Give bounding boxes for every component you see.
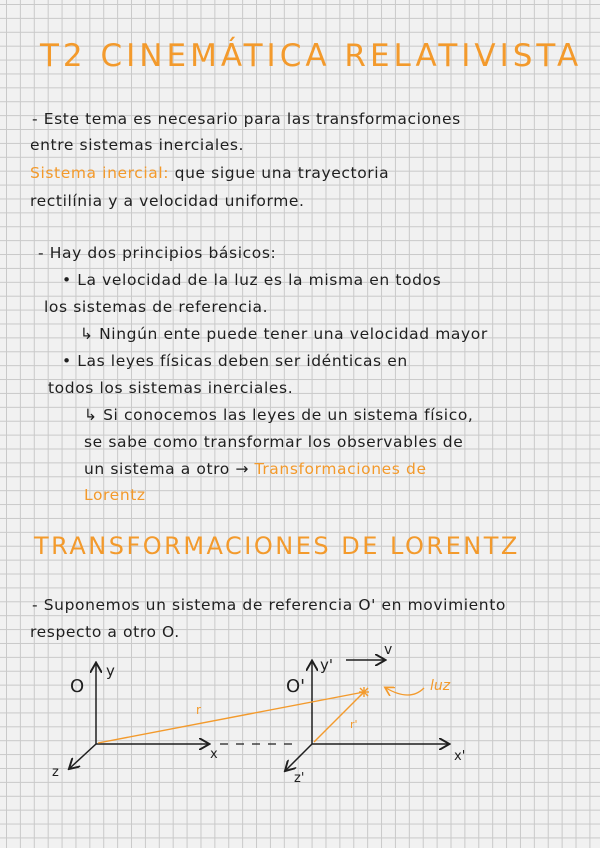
intro-definition-line [30, 164, 389, 182]
light-point-icon [359, 687, 369, 697]
page-title: T2 CINEMÁTICA RELATIVISTA [40, 38, 583, 74]
frame-o-prime-z-label: z' [294, 771, 305, 786]
position-vector-r [98, 692, 364, 743]
inertial-system-term: Sistema inercial: [30, 164, 170, 182]
light-label: luz [430, 678, 451, 694]
vector-r-prime-label: r' [350, 718, 358, 731]
frame-o-prime-x-label: x' [454, 749, 466, 764]
frame-o-prime-y-label: y' [320, 656, 334, 674]
frame-o-prime-z-axis [286, 744, 312, 770]
frame-o-z-axis [70, 744, 96, 768]
lorentz-line-2: respecto a otro O. [30, 623, 180, 641]
frame-o-z-label: z [52, 765, 59, 780]
vector-r-label: r [196, 703, 201, 717]
velocity-label: v [384, 642, 393, 658]
principle-2-consequence-text: un sistema a otro → [84, 460, 249, 478]
light-pointer-arrow [386, 688, 424, 695]
intro-line-2: entre sistemas inerciales. [30, 136, 245, 154]
principle-1-consequence: ↳ Ningún ente puede tener una velocidad mayor [80, 325, 488, 343]
principle-2-consequence-line-2: se sabe como transformar los observables de [84, 433, 464, 451]
inertial-system-definition: que sigue una trayectoria [174, 164, 390, 182]
principle-2-line-2: todos los sistemas inerciales. [48, 379, 294, 397]
principles-heading: - Hay dos principios básicos: [38, 244, 277, 262]
intro-line-1: - Este tema es necesario para las transformaciones [32, 110, 461, 128]
reference-frames-diagram [0, 640, 600, 840]
lorentz-link-part-1: Transformaciones de [254, 460, 427, 478]
principle-1-line-2: los sistemas de referencia. [44, 298, 269, 316]
section-subtitle: TRANSFORMACIONES DE LORENTZ [34, 532, 520, 560]
frame-o-y-label: y [106, 662, 115, 680]
frame-o-x-label: x [210, 747, 218, 762]
lorentz-line-1: - Suponemos un sistema de referencia O' en movimiento [32, 596, 506, 614]
intro-line-4: rectilínia y a velocidad uniforme. [30, 192, 305, 210]
lorentz-link-part-2: Lorentz [84, 486, 146, 504]
frame-o-prime-label: O' [286, 676, 306, 697]
principle-2-consequence-line-1: ↳ Si conocemos las leyes de un sistema físico, [84, 406, 474, 424]
principle-2-line-1: • Las leyes físicas deben ser idénticas en [62, 352, 408, 370]
principle-1-line-1: • La velocidad de la luz es la misma en todos [62, 271, 442, 289]
principle-2-consequence-line-3 [84, 460, 427, 478]
frame-o-label: O [70, 676, 85, 697]
